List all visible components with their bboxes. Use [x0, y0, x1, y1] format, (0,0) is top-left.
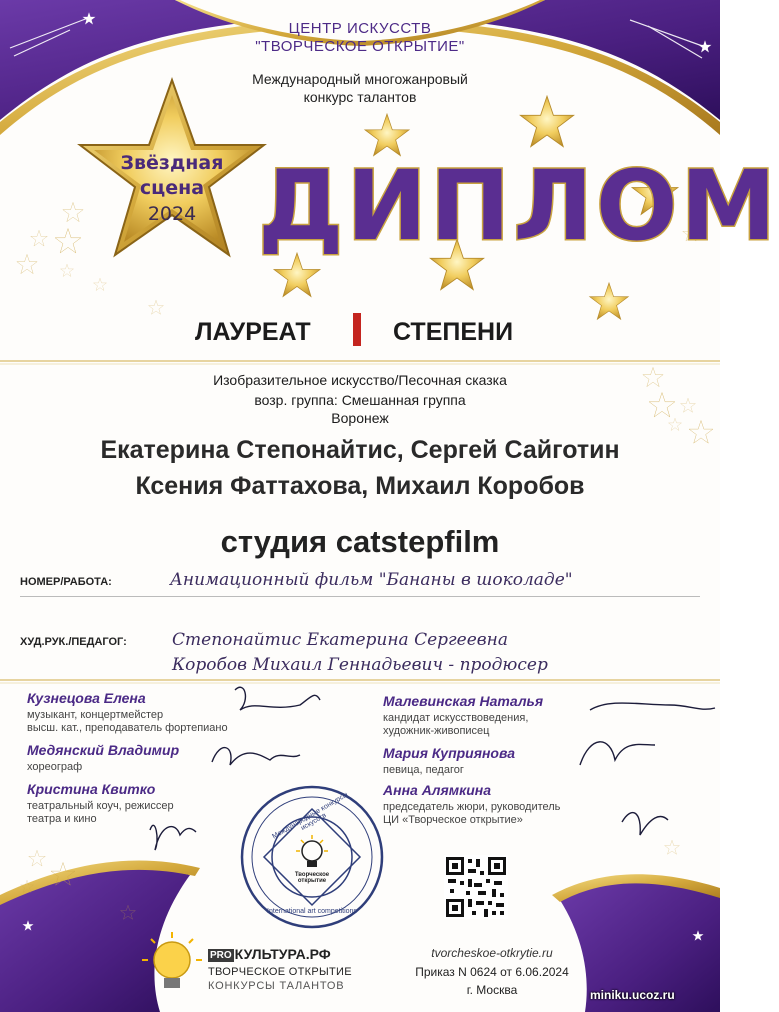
laureate-label: ЛАУРЕАТ — [195, 318, 311, 346]
jury-right-desc-3b: ЦИ «Творческое открытие» — [383, 814, 523, 826]
footer-city: г. Москва — [466, 983, 518, 997]
diploma-title: ДИПЛОМ — [258, 150, 779, 262]
contest-title-line-2: конкурс талантов — [303, 89, 417, 105]
jury-left-name-1: Кузнецова Елена — [27, 690, 146, 706]
star-badge-year: 2024 — [147, 203, 197, 225]
footer-logo-name — [208, 946, 331, 962]
work-title: Анимационный фильм "Бананы в шоколаде" — [170, 570, 573, 590]
jury-left-name-2: Медянский Владимир — [27, 742, 180, 758]
participants-line-2: Ксения Фаттахова, Михаил Коробов — [135, 472, 585, 500]
watermark: miniku.ucoz.ru — [590, 988, 675, 1002]
contest-title-line-1: Международный многожанровый — [252, 71, 468, 87]
logo-culture-text: КУЛЬТУРА.РФ — [234, 946, 331, 962]
seal-inner-text: Творческое открытие — [294, 872, 330, 884]
degree-level-mark — [353, 313, 361, 346]
nomination-category: Изобразительное искусство/Песочная сказка — [213, 372, 507, 388]
qr-code — [444, 855, 508, 919]
organization-line-1: ЦЕНТР ИСКУССТВ — [288, 20, 432, 37]
studio-name: студия catstepfilm — [220, 524, 500, 559]
jury-right-desc-2a: певица, педагог — [383, 764, 464, 776]
star-badge-line-1: Звёздная — [120, 152, 224, 174]
seal-stamp — [242, 787, 382, 927]
seal-outer-text: Международные конкурсы искусств — [271, 791, 350, 841]
jury-left-name-3: Кристина Квитко — [27, 781, 156, 797]
jury-left-desc-2a: хореограф — [27, 761, 83, 773]
nomination-city: Воронеж — [331, 410, 389, 426]
footer-website: tvorcheskoe-otkrytie.ru — [431, 946, 553, 960]
jury-left-desc-1b: высш. кат., преподаватель фортепиано — [27, 722, 228, 734]
logo-pro-badge: PRO — [210, 949, 232, 961]
degree-suffix: СТЕПЕНИ — [393, 318, 514, 346]
nomination-age-group: возр. группа: Смешанная группа — [254, 392, 466, 408]
jury-left-desc-3a: театральный коуч, режиссер — [27, 800, 174, 812]
jury-left-desc-1a: музыкант, концертмейстер — [27, 709, 164, 721]
footer-logo-subtitle-1: ТВОРЧЕСКОЕ ОТКРЫТИЕ — [208, 966, 352, 978]
footer-order-number: Приказ N 0624 от 6.06.2024 — [415, 965, 569, 979]
jury-right-name-2: Мария Куприянова — [383, 745, 516, 761]
participants-line-1: Екатерина Степонайтис, Сергей Сайготин — [100, 436, 620, 464]
star-badge-line-2: сцена — [139, 177, 205, 199]
organization-line-2: "ТВОРЧЕСКОЕ ОТКРЫТИЕ" — [255, 38, 465, 55]
jury-right-desc-1a: кандидат искусствоведения, — [383, 712, 529, 724]
teacher-label: ХУД.РУК./ПЕДАГОГ: — [20, 636, 127, 648]
jury-right-name-1: Малевинская Наталья — [383, 693, 544, 709]
footer-logo-subtitle-2: КОНКУРСЫ ТАЛАНТОВ — [208, 980, 345, 992]
work-label: НОМЕР/РАБОТА: — [20, 576, 112, 588]
jury-right-name-3: Анна Алямкина — [383, 782, 492, 798]
teacher-line-1: Степонайтис Екатерина Сергеевна — [172, 630, 508, 650]
jury-right-desc-3a: председатель жюри, руководитель — [383, 801, 561, 813]
seal-bottom-text: International art competitions — [267, 908, 357, 915]
jury-right-desc-1b: художник-живописец — [383, 725, 490, 737]
teacher-line-2: Коробов Михаил Геннадьевич - продюсер — [172, 655, 548, 675]
jury-left-desc-3b: театра и кино — [27, 813, 97, 825]
